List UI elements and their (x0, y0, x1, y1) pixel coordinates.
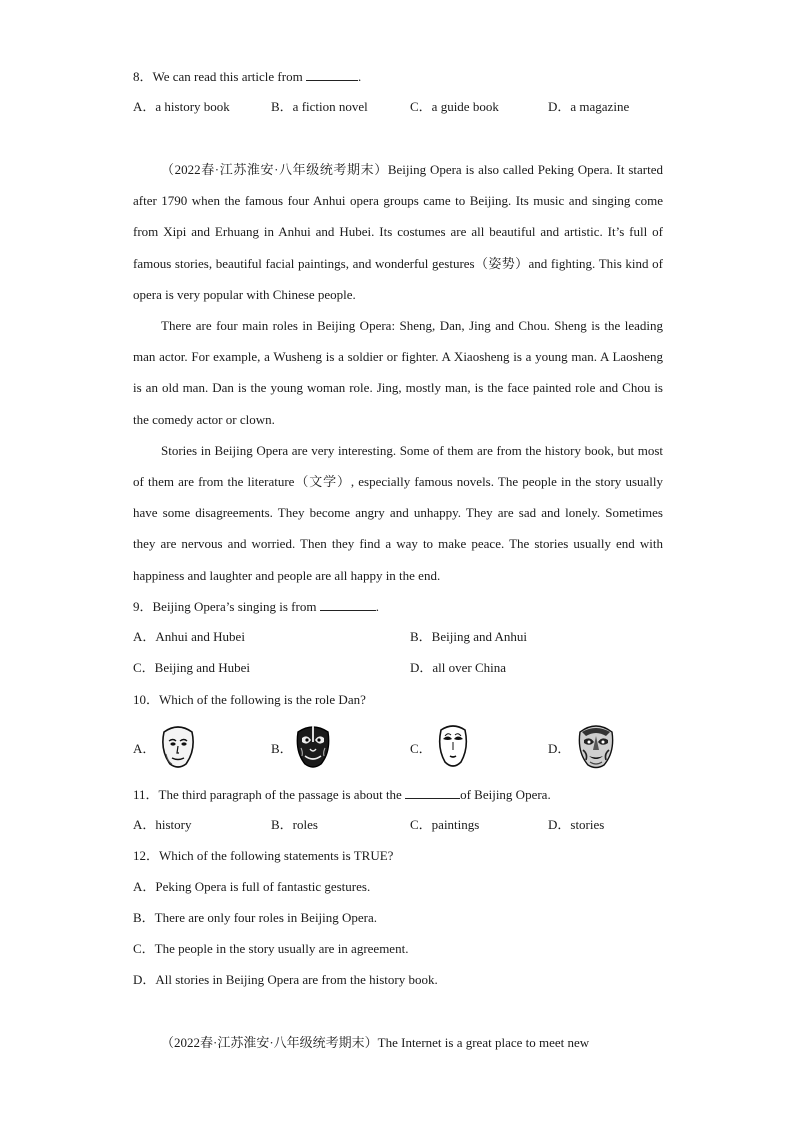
q8-option-c: C．a guide book (410, 99, 499, 114)
q11-blank (405, 786, 460, 799)
q9-stem: 9．Beijing Opera’s singing is from . (133, 599, 379, 614)
q8-option-b: B．a fiction novel (271, 99, 368, 114)
q11-option-c: C．paintings (410, 817, 480, 832)
q9-option-b: B．Beijing and Anhui (410, 629, 528, 644)
q10-stem: 10．Which of the following is the role Dan? (133, 692, 366, 707)
next-passage-intro: （2022春·江苏淮安·八年级统考期末）The Internet is a great place to meet new (161, 1035, 590, 1050)
q8-option-a: A．a history book (133, 99, 230, 114)
reading-passage (133, 154, 663, 591)
q12-option-a: A．Peking Opera is full of fantastic gestures. (133, 879, 371, 894)
q10-option-a-label: A． (133, 741, 156, 756)
q12-option-d: D．All stories in Beijing Opera are from the history book. (133, 972, 438, 987)
black-mask-icon (293, 722, 333, 770)
q10-option-c-label: C． (410, 741, 432, 756)
q11-stem: 11．The third paragraph of the passage is about the of Beijing Opera. (133, 787, 551, 802)
q11-option-d: D．stories (548, 817, 605, 832)
ornate-mask-icon (576, 722, 616, 770)
q8-option-d: D．a magazine (548, 99, 630, 114)
plain-mask-icon (158, 722, 198, 770)
q8-blank (306, 68, 358, 81)
passage-paragraph-2: There are four main roles in Beijing Opera: Sheng, Dan, Jing and Chou. Sheng is the leading man actor. For example, a Wusheng is a soldier or fighter. A Xiaosheng is a young man. A Laosheng is an old man. Dan is the young woman role. Jing, mostly man, is the face painted role and Chou is the comedy actor or clown. (133, 318, 663, 427)
q11-option-a: A．history (133, 817, 192, 832)
q9-option-a: A．Anhui and Hubei (133, 629, 245, 644)
dan-mask-icon (433, 722, 473, 770)
q12-stem: 12．Which of the following statements is TRUE? (133, 848, 394, 863)
q12-option-b: B．There are only four roles in Beijing Opera. (133, 910, 378, 925)
q10-option-d-label: D． (548, 741, 571, 756)
q11-option-b: B．roles (271, 817, 318, 832)
q9-option-d: D．all over China (410, 660, 507, 675)
q10-option-b-label: B． (271, 741, 293, 756)
q12-option-c: C．The people in the story usually are in agreement. (133, 941, 409, 956)
passage-paragraph-1: （2022春·江苏淮安·八年级统考期末）Beijing Opera is also called Peking Opera. It started after 1790 when the famous four Anhui opera groups came to Beijing. Its music and singing come from Xipi and Erhuang in Anhui and Hubei. Its costumes are all beautiful and artistic. It’s full of famous stories, beautiful facial paintings, and wonderful gestures（姿势）and fighting. This kind of opera is very popular with Chinese people. (133, 162, 663, 302)
q9-blank (320, 598, 376, 611)
q9-option-c: C．Beijing and Hubei (133, 660, 250, 675)
q8-stem: 8．We can read this article from . (133, 69, 362, 84)
passage-paragraph-3: Stories in Beijing Opera are very interesting. Some of them are from the history book, but most of them are from the literature（文学）, especially famous novels. The people in the story usually have some disagreements. They become angry and unhappy. They are sad and lonely. Sometimes they are nervous and worried. Then they find a way to make peace. The stories usually end with happiness and laughter and people are all happy in the end. (133, 442, 663, 583)
